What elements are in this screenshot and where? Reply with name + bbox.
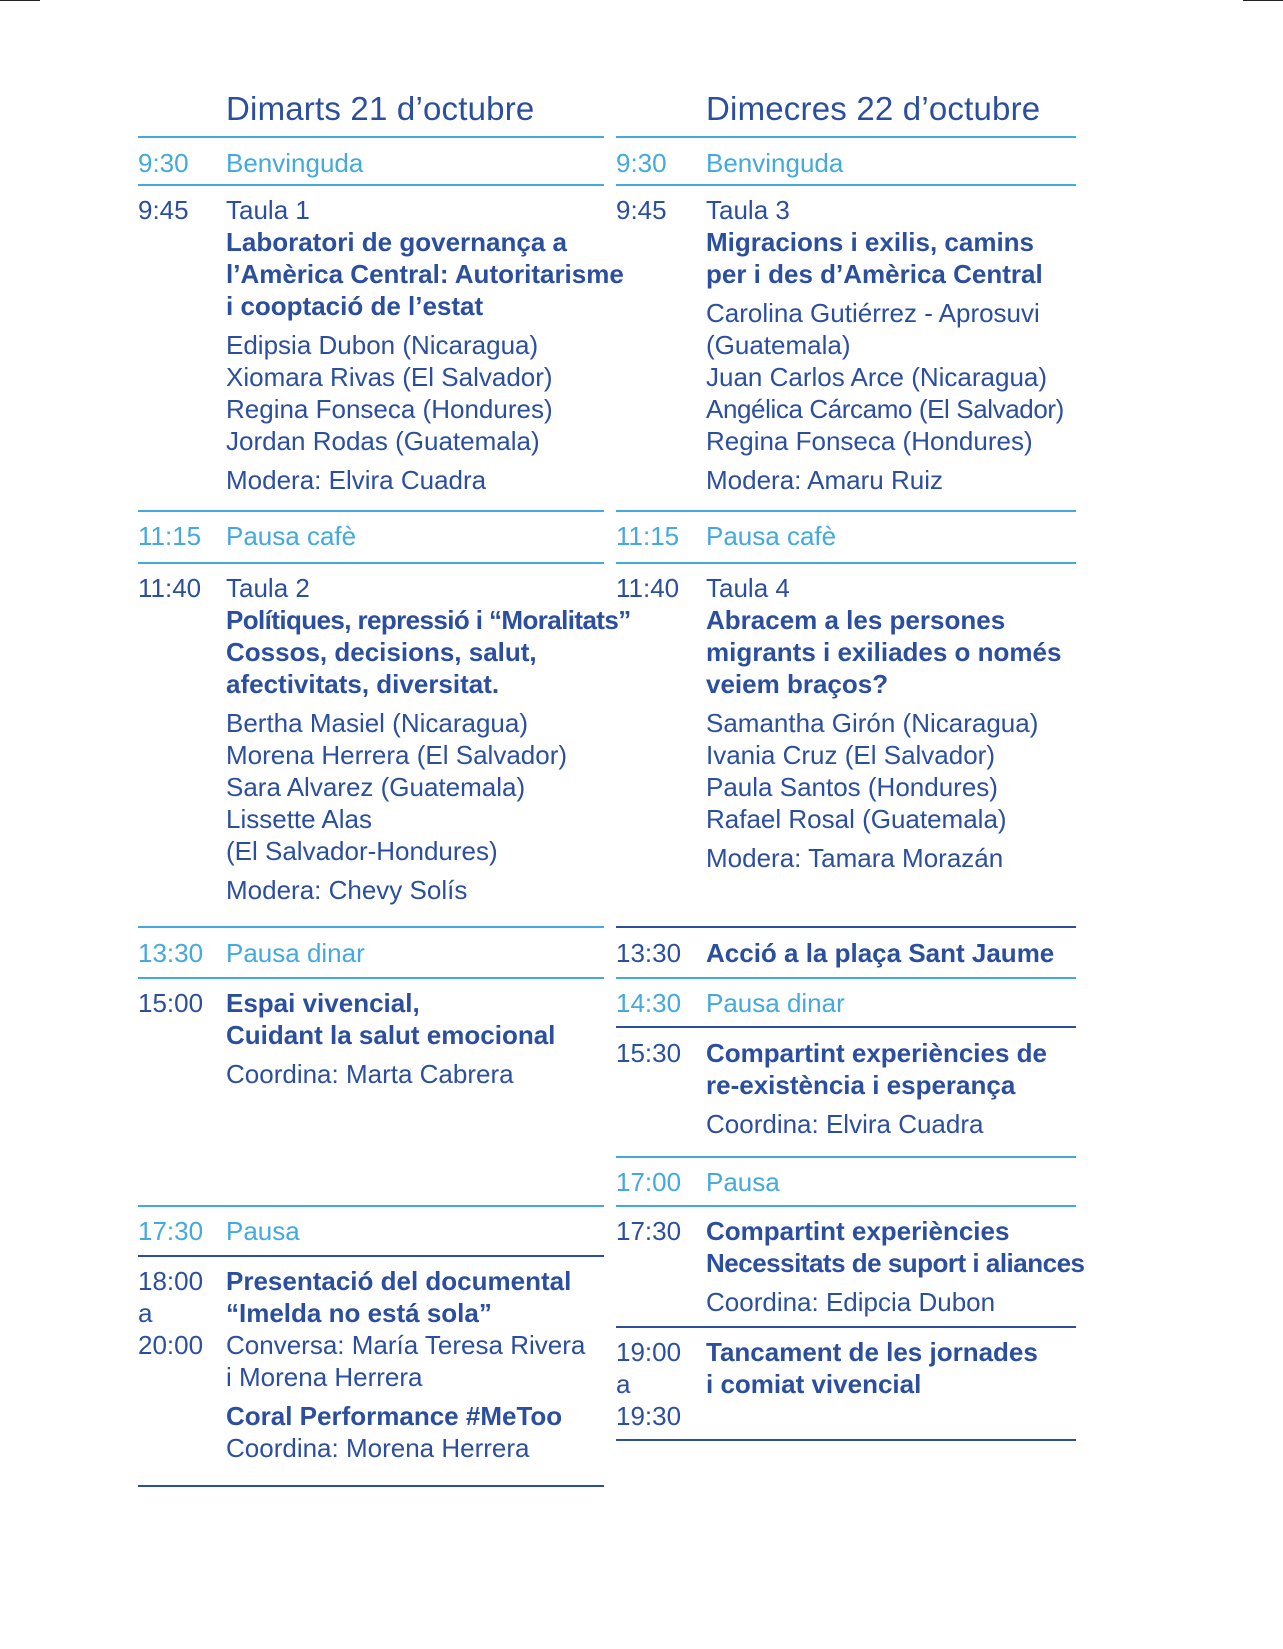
event-title: Acció a la plaça Sant Jaume: [706, 938, 1055, 968]
session-content: [706, 194, 1064, 496]
time-separator: a: [138, 1298, 153, 1328]
separator: [138, 510, 604, 512]
separator: [616, 136, 1076, 138]
time-to: 20:00: [138, 1330, 204, 1360]
time: 9:45: [138, 195, 189, 225]
speaker: Carolina Gutiérrez - Aprosuvi: [706, 298, 1040, 328]
separator: [138, 562, 604, 564]
conversa-line: i Morena Herrera: [226, 1362, 423, 1392]
event-label: Pausa dinar: [706, 988, 845, 1018]
time-range: [138, 1265, 203, 1361]
time: 11:40: [138, 573, 202, 603]
event-label: Benvinguda: [226, 148, 364, 178]
separator: [138, 1205, 604, 1207]
separator: [138, 184, 604, 186]
session-title-line: Polítiques, repressió i “Moralitats”: [226, 605, 631, 635]
time: 17:30: [616, 1216, 682, 1246]
event-label: Benvinguda: [706, 148, 844, 178]
session-title-line: l’Amèrica Central: Autoritarisme: [226, 259, 624, 289]
session-title-line: Compartint experiències: [706, 1216, 1010, 1246]
session-title-line: Tancament de les jornades: [706, 1337, 1038, 1367]
separator: [138, 926, 604, 928]
session-content: [226, 1265, 585, 1464]
time: 17:30: [138, 1216, 204, 1246]
separator: [616, 184, 1076, 186]
speaker: Bertha Masiel (Nicaragua): [226, 708, 529, 738]
speaker: Juan Carlos Arce (Nicaragua): [706, 362, 1048, 392]
time-from: 19:00: [616, 1337, 682, 1367]
session-content: [226, 987, 555, 1090]
day-title: Dimarts 21 d’octubre: [226, 90, 535, 127]
separator: [616, 1205, 1076, 1207]
day-title: Dimecres 22 d’octubre: [706, 90, 1041, 127]
separator: [616, 510, 1076, 512]
time: 11:15: [616, 521, 680, 551]
session-title-line: Cossos, decisions, salut,: [226, 637, 537, 667]
separator: [138, 1485, 604, 1487]
time: 11:15: [138, 521, 202, 551]
session-content: [706, 1336, 1038, 1400]
coordinator: Coordina: Morena Herrera: [226, 1433, 530, 1463]
moderator: Modera: Tamara Morazán: [706, 843, 1004, 873]
moderator: Modera: Elvira Cuadra: [226, 465, 487, 495]
time: 17:00: [616, 1167, 682, 1197]
session-title-line: Espai vivencial,: [226, 988, 420, 1018]
session-content: [226, 572, 631, 906]
session-content: [706, 1215, 1085, 1318]
speaker: Regina Fonseca (Hondures): [226, 394, 553, 424]
event-label: Pausa: [706, 1167, 780, 1197]
speaker: Samantha Girón (Nicaragua): [706, 708, 1039, 738]
time: 14:30: [616, 988, 682, 1018]
speaker: Rafael Rosal (Guatemala): [706, 804, 1007, 834]
conversa-line: Conversa: María Teresa Rivera: [226, 1330, 586, 1360]
crop-mark-right: [1243, 0, 1283, 1]
time: 9:45: [616, 195, 667, 225]
session-title-line: i cooptació de l’estat: [226, 291, 484, 321]
speaker: Angélica Cárcamo (El Salvador): [706, 394, 1064, 424]
session-content: [706, 1037, 1047, 1140]
speaker: Jordan Rodas (Guatemala): [226, 426, 540, 456]
taula-label: Taula 2: [226, 573, 310, 603]
time: 13:30: [138, 938, 204, 968]
taula-label: Taula 1: [226, 195, 310, 225]
session-title-line: re-existència i esperança: [706, 1070, 1016, 1100]
speaker: (Guatemala): [706, 330, 851, 360]
session-title-line: Laboratori de governança a: [226, 227, 567, 257]
coordinator: Coordina: Marta Cabrera: [226, 1059, 514, 1089]
separator: [616, 1156, 1076, 1158]
separator: [616, 977, 1076, 979]
speaker: (El Salvador-Hondures): [226, 836, 498, 866]
speaker: Edipsia Dubon (Nicaragua): [226, 330, 539, 360]
separator: [138, 977, 604, 979]
speaker: Lissette Alas: [226, 804, 372, 834]
session-content: [706, 572, 1061, 874]
time: 13:30: [616, 938, 682, 968]
session-title-line: per i des d’Amèrica Central: [706, 259, 1043, 289]
moderator: Modera: Chevy Solís: [226, 875, 468, 905]
separator: [616, 926, 1076, 928]
speaker: Ivania Cruz (El Salvador): [706, 740, 995, 770]
session-title-line: Abracem a les persones: [706, 605, 1006, 635]
time: 9:30: [138, 148, 189, 178]
session-title-line: afectivitats, diversitat.: [226, 669, 500, 699]
time-separator: a: [616, 1369, 631, 1399]
separator: [616, 562, 1076, 564]
time: 9:30: [616, 148, 667, 178]
taula-label: Taula 4: [706, 573, 790, 603]
coordinator: Coordina: Edipcia Dubon: [706, 1287, 996, 1317]
time: 15:30: [616, 1038, 682, 1068]
event-label: Pausa: [226, 1216, 300, 1246]
speaker: Paula Santos (Hondures): [706, 772, 998, 802]
speaker: Regina Fonseca (Hondures): [706, 426, 1033, 456]
separator: [616, 1026, 1076, 1028]
coral-title: Coral Performance #MeToo: [226, 1401, 563, 1431]
event-label: Pausa cafè: [226, 521, 357, 551]
time-from: 18:00: [138, 1266, 204, 1296]
time-to: 19:30: [616, 1401, 682, 1431]
speaker: Sara Alvarez (Guatemala): [226, 772, 526, 802]
coordinator: Coordina: Elvira Cuadra: [706, 1109, 984, 1139]
session-title-line: Migracions i exilis, camins: [706, 227, 1035, 257]
session-title-line: veiem braços?: [706, 669, 889, 699]
event-label: Pausa dinar: [226, 938, 365, 968]
session-title-line: Cuidant la salut emocional: [226, 1020, 556, 1050]
moderator: Modera: Amaru Ruiz: [706, 465, 943, 495]
crop-mark-left: [0, 0, 40, 1]
session-title-line: “Imelda no está sola”: [226, 1298, 492, 1328]
time: 15:00: [138, 988, 204, 1018]
event-label: Pausa cafè: [706, 521, 837, 551]
separator: [616, 1439, 1076, 1441]
session-content: [226, 194, 624, 496]
separator: [616, 1326, 1076, 1328]
taula-label: Taula 3: [706, 195, 790, 225]
time: 11:40: [616, 573, 680, 603]
time-range: [616, 1336, 681, 1432]
speaker: Xiomara Rivas (El Salvador): [226, 362, 553, 392]
session-title-line: migrants i exiliades o només: [706, 637, 1062, 667]
separator: [138, 1255, 604, 1257]
session-title-line: Presentació del documental: [226, 1266, 572, 1296]
separator: [138, 136, 604, 138]
session-title-line: i comiat vivencial: [706, 1369, 922, 1399]
session-title-line: Necessitats de suport i aliances: [706, 1248, 1085, 1278]
speaker: Morena Herrera (El Salvador): [226, 740, 568, 770]
session-title-line: Compartint experiències de: [706, 1038, 1047, 1068]
